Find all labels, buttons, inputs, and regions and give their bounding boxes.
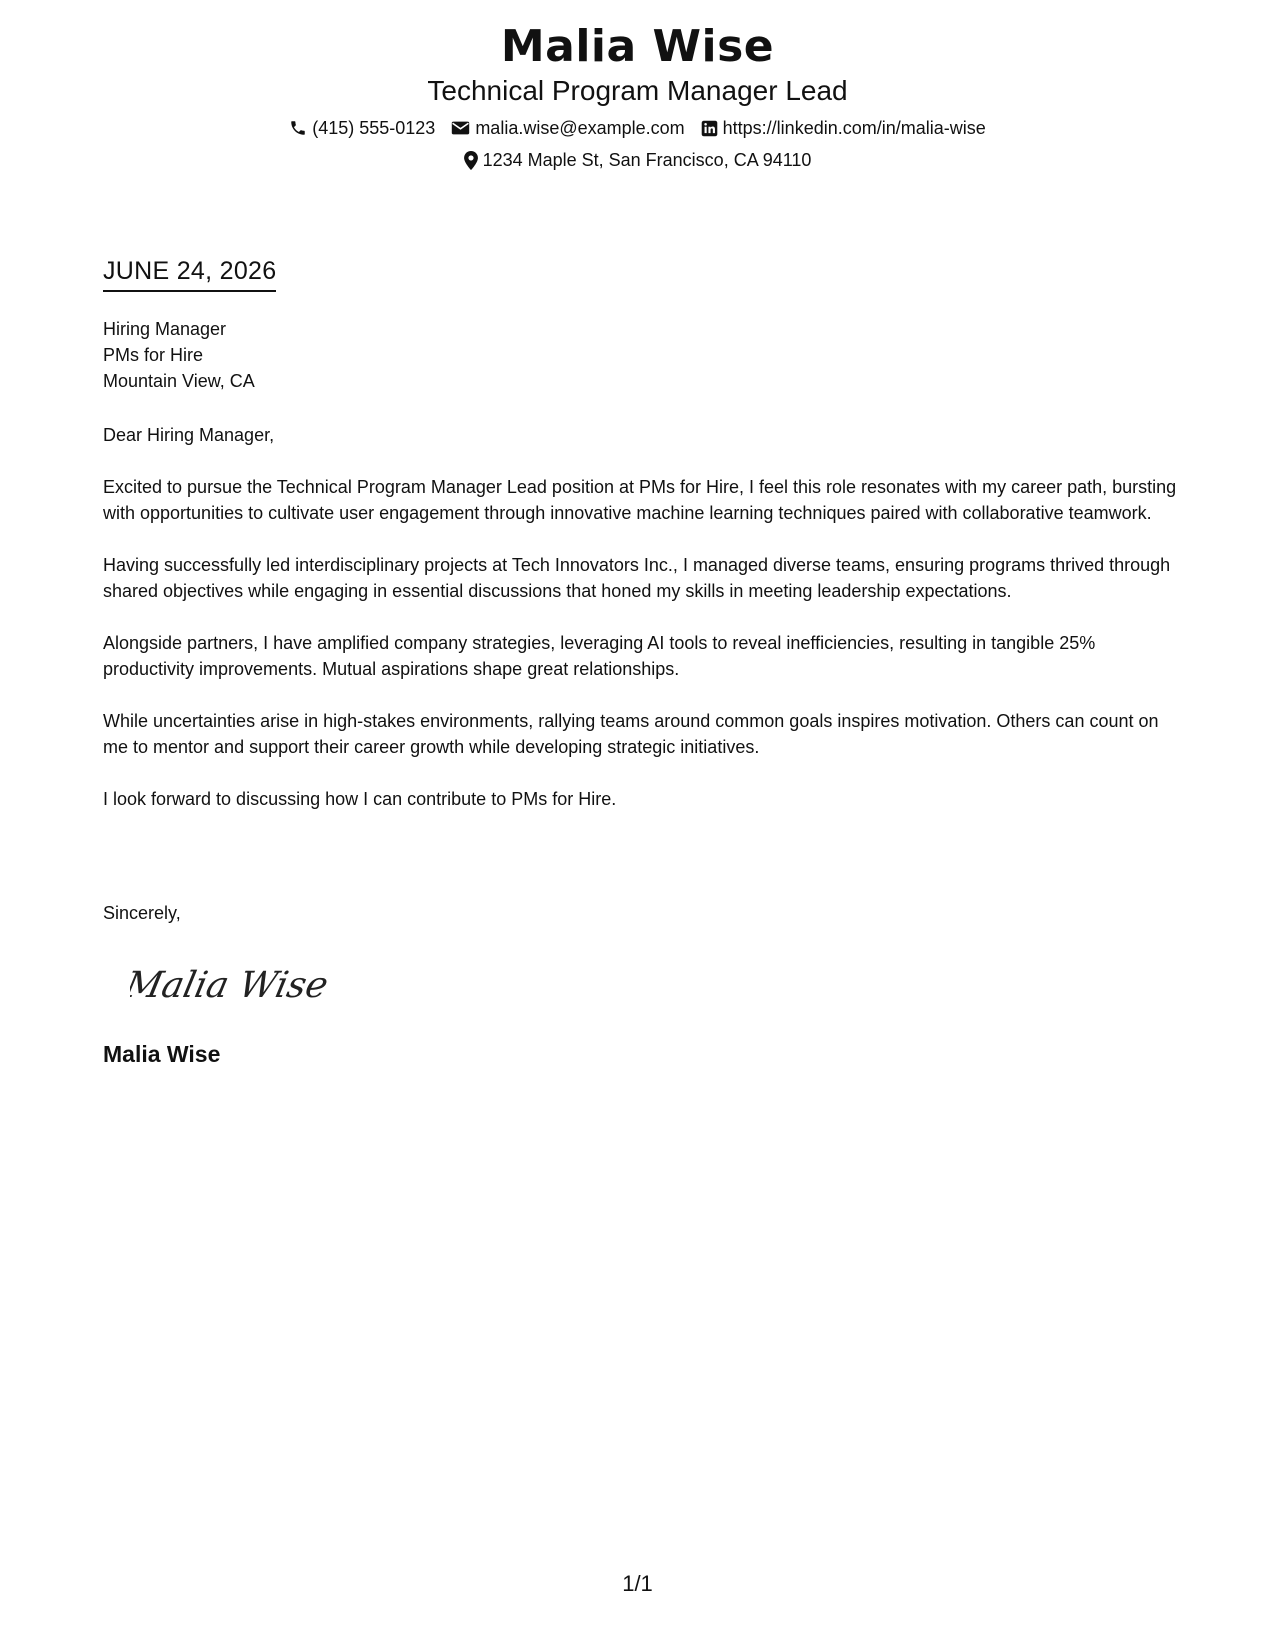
envelope-icon bbox=[451, 120, 470, 136]
address-row bbox=[0, 148, 1275, 172]
paragraph: While uncertainties arise in high-stakes environments, rallying teams around common goals inspires motivation. Others can count on me to mentor and support their career growth while developing strategic initiatives. bbox=[103, 711, 1159, 757]
letter-header bbox=[0, 20, 1275, 172]
letter-date: JUNE 24, 2026 bbox=[103, 256, 276, 292]
contact-email[interactable] bbox=[451, 116, 684, 140]
svg-text:Malia Wise: Malia Wise bbox=[130, 963, 333, 1006]
recipient-line: Hiring Manager bbox=[103, 319, 227, 339]
recipient-block bbox=[103, 316, 1183, 394]
applicant-name: Malia Wise bbox=[500, 21, 775, 72]
address-text: 1234 Maple St, San Francisco, CA 94110 bbox=[482, 150, 812, 170]
phone-icon bbox=[289, 119, 307, 137]
linkedin-text: https://linkedin.com/in/malia-wise bbox=[722, 118, 986, 138]
paragraph: I look forward to discussing how I can contribute to PMs for Hire. bbox=[103, 789, 617, 809]
linkedin-icon bbox=[701, 120, 718, 137]
phone-text: (415) 555-0123 bbox=[312, 118, 436, 138]
recipient-line: PMs for Hire bbox=[103, 345, 204, 365]
closing: Sincerely, bbox=[103, 903, 181, 923]
letter-body bbox=[103, 316, 1183, 812]
contact-phone[interactable] bbox=[289, 116, 435, 140]
handwritten-signature bbox=[130, 955, 340, 1015]
paragraph: Having successfully led interdisciplinary projects at Tech Innovators Inc., I managed diverse teams, ensuring programs thrived through shared objectives while engaging in essential discussions that honed my skills in meeting leadership expectations. bbox=[103, 555, 1171, 601]
contact-address bbox=[464, 148, 812, 172]
paragraph: Excited to pursue the Technical Program Manager Lead position at PMs for Hire, I feel this role resonates with my career path, bursting with opportunities to cultivate user engagement through innovative machine learning techniques paired with collaborative teamwork. bbox=[103, 477, 1177, 523]
contact-linkedin[interactable] bbox=[701, 116, 986, 140]
recipient-line: Mountain View, CA bbox=[103, 371, 255, 391]
email-text: malia.wise@example.com bbox=[475, 118, 685, 138]
salutation: Dear Hiring Manager, bbox=[103, 425, 275, 445]
paragraph: Alongside partners, I have amplified company strategies, leveraging AI tools to reveal inefficiencies, resulting in tangible 25% productivity improvements. Mutual aspirations shape great relationships. bbox=[103, 633, 1096, 679]
map-pin-icon bbox=[464, 151, 478, 170]
applicant-title: Technical Program Manager Lead bbox=[427, 75, 848, 106]
contact-row bbox=[0, 116, 1275, 140]
page-number: 1/1 bbox=[622, 1571, 653, 1596]
signer-name: Malia Wise bbox=[103, 1041, 221, 1067]
